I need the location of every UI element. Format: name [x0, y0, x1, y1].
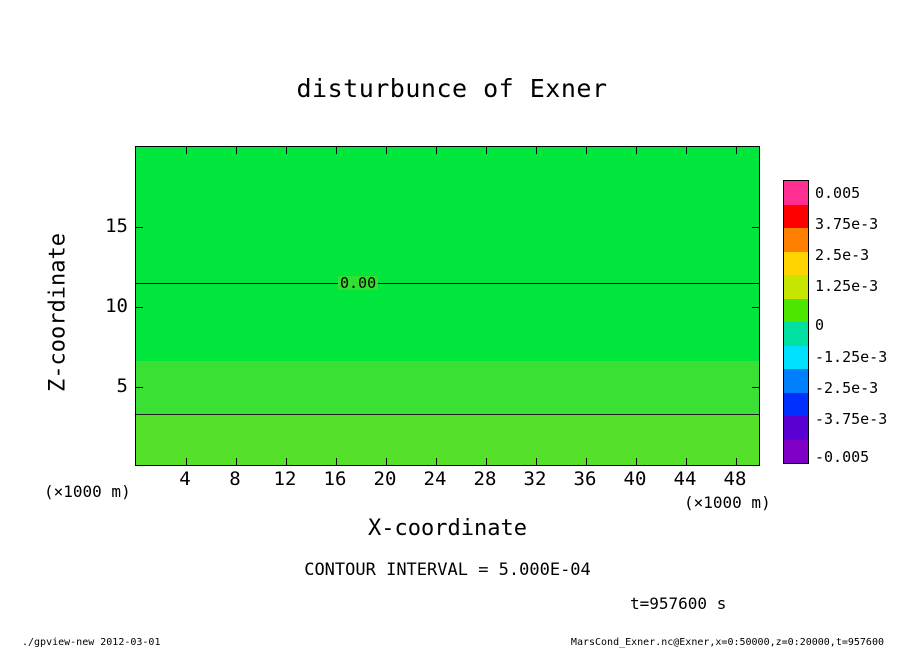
colorbar-label: -3.75e-3 [815, 410, 888, 428]
x-tick [236, 147, 237, 154]
x-units-left: (×1000 m) [44, 482, 131, 501]
x-tick [386, 458, 387, 465]
y-tick-labels [80, 146, 128, 466]
y-tick [752, 307, 759, 308]
x-tick [336, 458, 337, 465]
x-tick [586, 147, 587, 154]
x-tick-label: 12 [273, 468, 297, 490]
colorbar [783, 180, 809, 464]
contour-band [136, 414, 759, 466]
y-tick-label: 10 [105, 295, 128, 317]
x-tick [186, 458, 187, 465]
x-tick [486, 147, 487, 154]
colorbar-cell [784, 299, 808, 323]
x-tick [536, 147, 537, 154]
x-tick [436, 458, 437, 465]
colorbar-label: 3.75e-3 [815, 215, 879, 233]
x-tick [436, 147, 437, 154]
x-tick-labels [135, 468, 760, 490]
colorbar-cell [784, 369, 808, 393]
x-tick [736, 147, 737, 154]
x-tick-label: 40 [623, 468, 647, 490]
x-tick [686, 147, 687, 154]
x-tick [586, 458, 587, 465]
page-title: disturbunce of Exner [296, 74, 608, 103]
footer-right: MarsCond_Exner.nc@Exner,x=0:50000,z=0:20000,t=957600 [570, 637, 884, 648]
x-tick-label: 44 [673, 468, 697, 490]
x-tick-label: 24 [423, 468, 447, 490]
x-axis-title: X-coordinate [368, 516, 527, 541]
x-tick-label: 16 [323, 468, 347, 490]
colorbar-cell [784, 440, 808, 464]
colorbar-label: -0.005 [815, 448, 870, 466]
colorbar-cell [784, 275, 808, 299]
colorbar-label: 1.25e-3 [815, 277, 879, 295]
colorbar-label: 2.5e-3 [815, 246, 870, 264]
x-tick-label: 32 [523, 468, 547, 490]
y-axis-title: Z-coordinate [45, 233, 71, 392]
plot-area [135, 146, 760, 466]
x-tick-label: 48 [723, 468, 747, 490]
x-tick-label: 8 [229, 468, 241, 490]
contour-line-lower [136, 414, 759, 415]
x-tick [636, 147, 637, 154]
colorbar-cell [784, 228, 808, 252]
x-tick [536, 458, 537, 465]
x-tick [736, 458, 737, 465]
footer-left: ./gpview-new 2012-03-01 [22, 637, 161, 648]
contour-band [136, 147, 759, 361]
colorbar-label: -1.25e-3 [815, 348, 888, 366]
x-tick [636, 458, 637, 465]
y-tick [752, 387, 759, 388]
x-tick-label: 36 [573, 468, 597, 490]
x-tick-label: 4 [179, 468, 191, 490]
contour-band [136, 361, 759, 414]
x-tick [486, 458, 487, 465]
x-tick [336, 147, 337, 154]
colorbar-cell [784, 205, 808, 229]
y-tick-label: 15 [105, 215, 128, 237]
x-units-right: (×1000 m) [684, 493, 771, 512]
colorbar-labels [815, 172, 901, 472]
colorbar-cell [784, 393, 808, 417]
x-tick [236, 458, 237, 465]
y-tick [136, 387, 143, 388]
colorbar-cell [784, 252, 808, 276]
colorbar-cell [784, 416, 808, 440]
colorbar-cell [784, 181, 808, 205]
colorbar-label: -2.5e-3 [815, 379, 879, 397]
contour-interval-note: CONTOUR INTERVAL = 5.000E-04 [304, 560, 591, 580]
x-tick [386, 147, 387, 154]
x-tick [186, 147, 187, 154]
colorbar-label: 0 [815, 316, 825, 334]
y-tick [752, 227, 759, 228]
y-tick [136, 227, 143, 228]
colorbar-cell [784, 322, 808, 346]
contour-label: 0.00 [340, 274, 377, 292]
time-label: t=957600 s [630, 594, 727, 613]
x-tick-label: 28 [473, 468, 497, 490]
y-tick-label: 5 [116, 375, 128, 397]
contour-line-zero [136, 283, 759, 284]
y-tick [136, 307, 143, 308]
x-tick [686, 458, 687, 465]
colorbar-label: 0.005 [815, 184, 861, 202]
x-tick-label: 20 [373, 468, 397, 490]
x-tick [286, 147, 287, 154]
x-tick [286, 458, 287, 465]
colorbar-cell [784, 346, 808, 370]
